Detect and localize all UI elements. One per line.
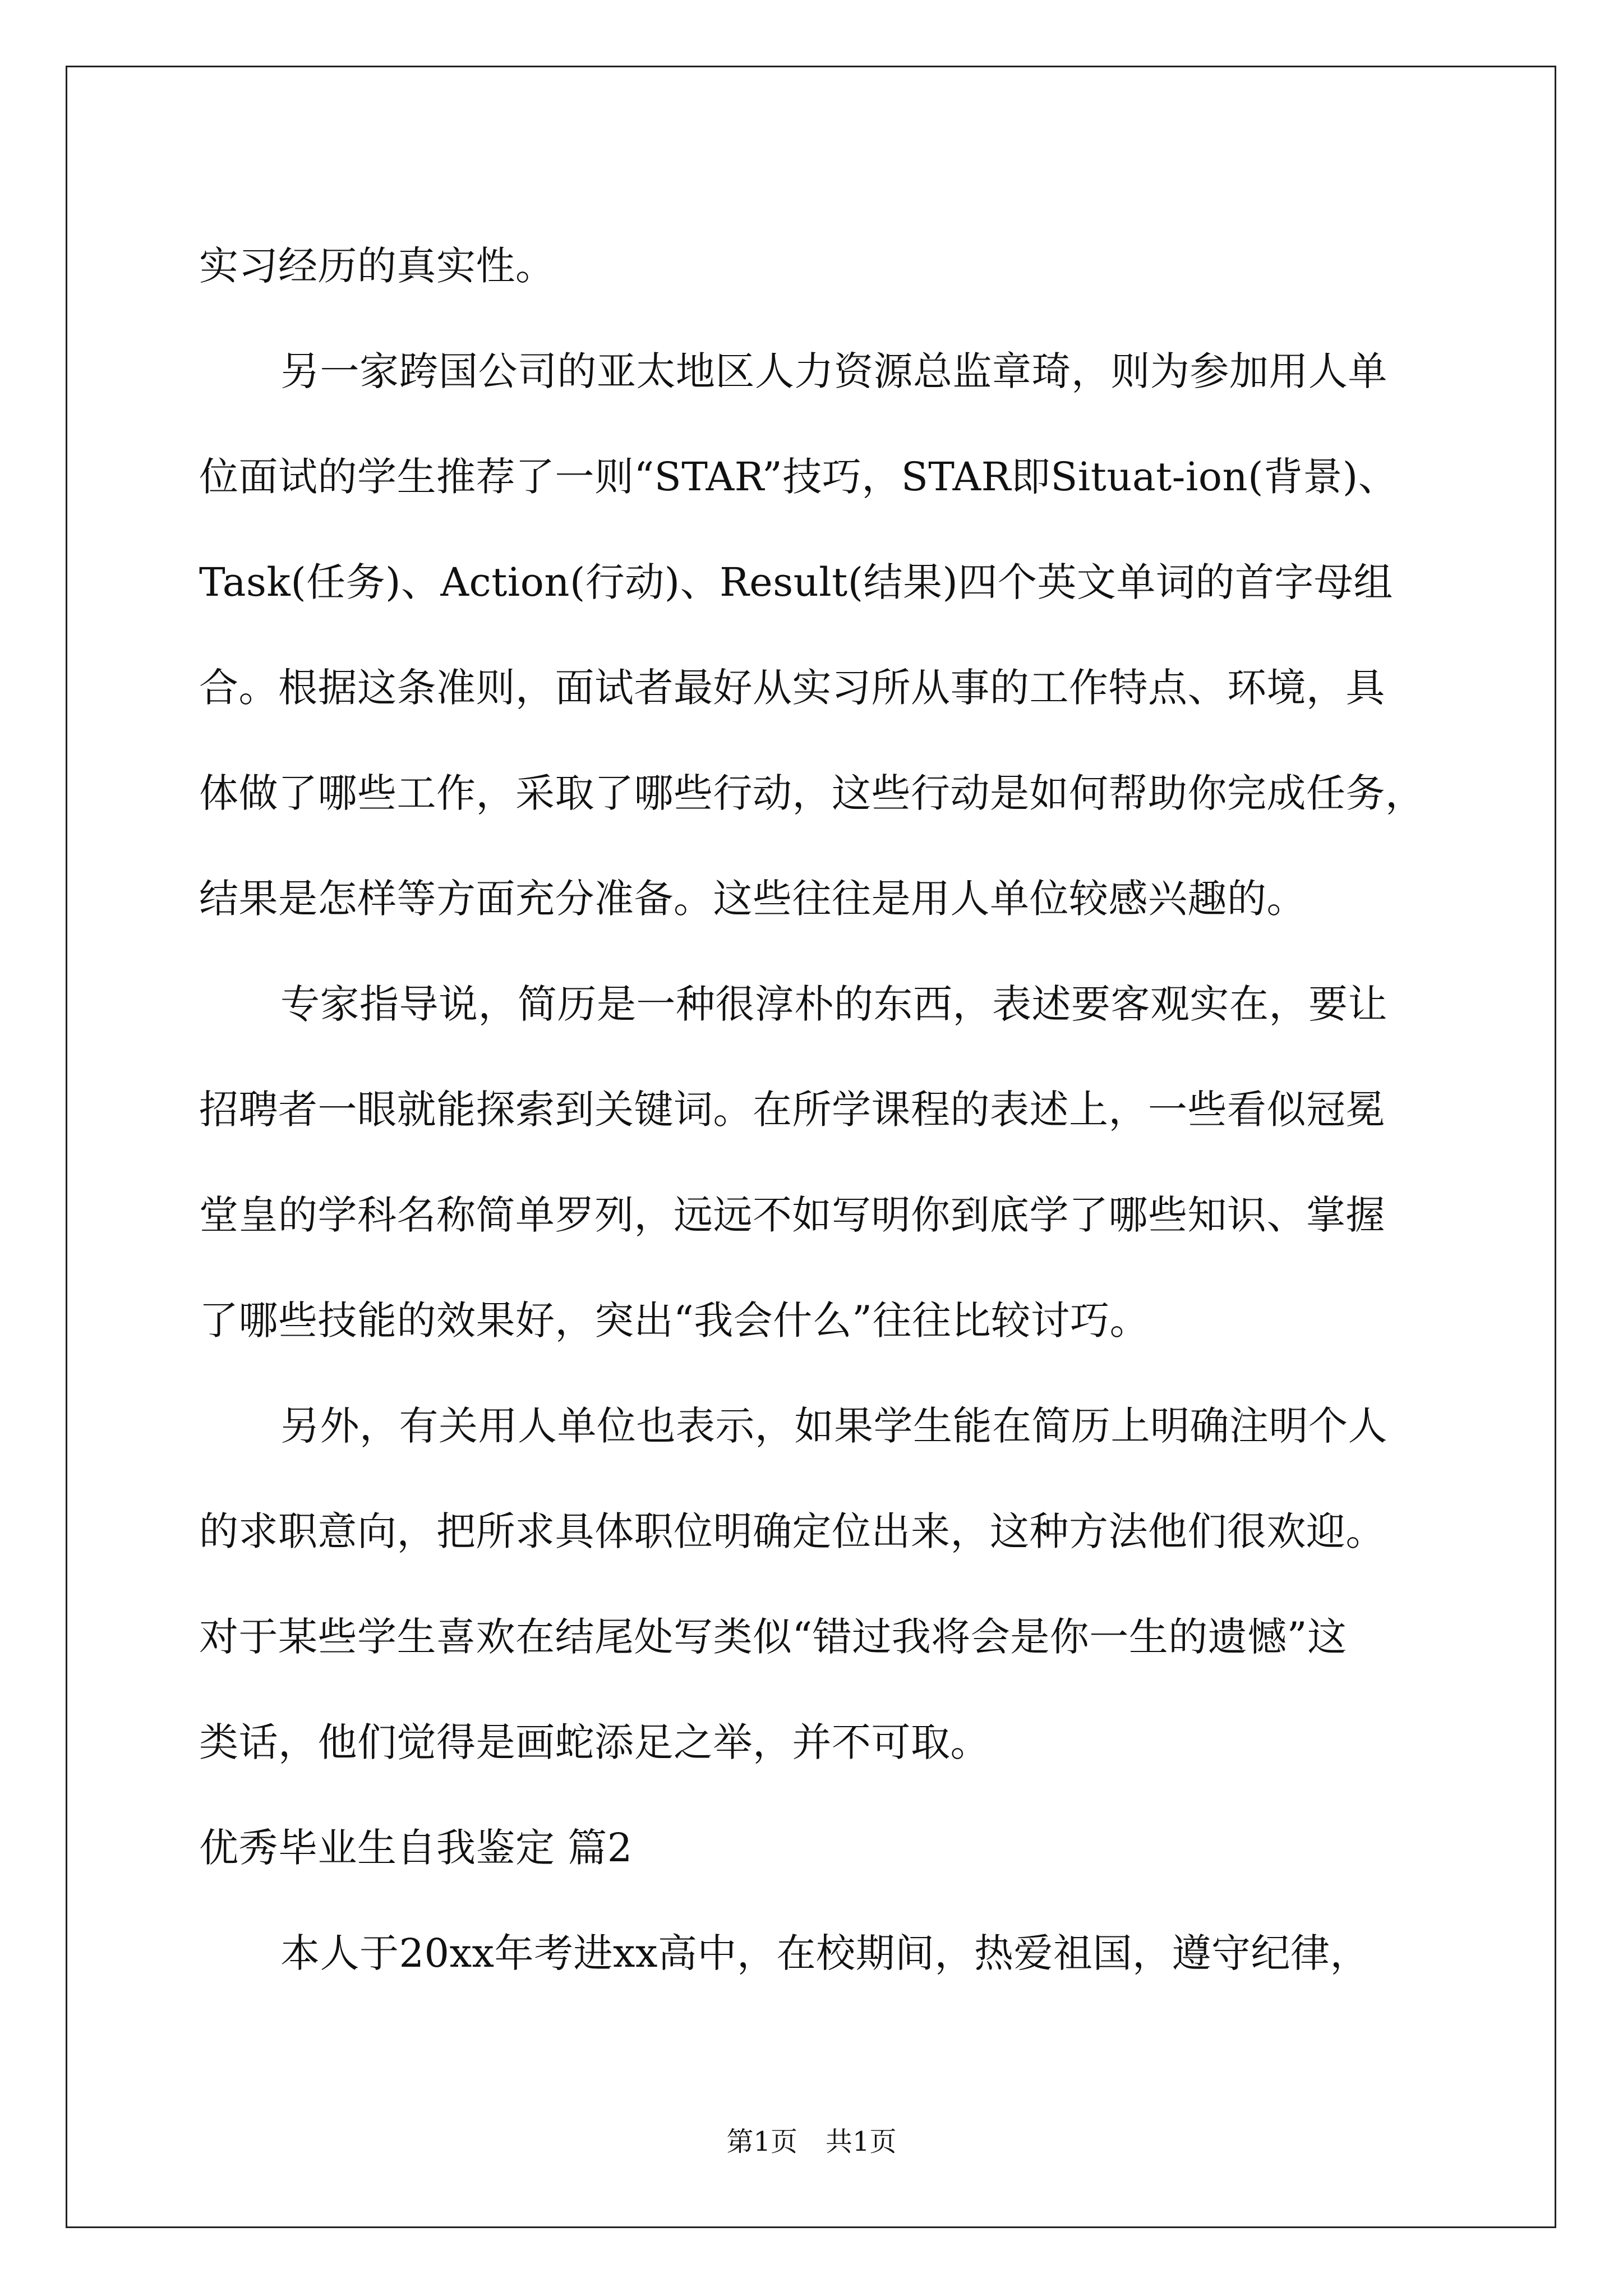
section-heading: 优秀毕业生自我鉴定 篇2 [199, 1825, 633, 1871]
text-line: 类话，他们觉得是画蛇添足之举，并不可取。 [199, 1719, 990, 1765]
document-body [199, 213, 1438, 2006]
text-line: 堂皇的学科名称简单罗列，远远不如写明你到底学了哪些知识、掌握 [199, 1192, 1385, 1238]
text-line: 位面试的学生推荐了一则“STAR”技巧，STAR即Situat-ion(背景)、 [199, 454, 1398, 500]
text-line: Task(任务)、Action(行动)、Result(结果)四个英文单词的首字母组 [199, 559, 1393, 605]
text-line: 体做了哪些工作，采取了哪些行动，这些行动是如何帮助你完成任务， [199, 770, 1425, 816]
text-line: 的求职意向，把所求具体职位明确定位出来，这种方法他们很欢迎。 [199, 1508, 1385, 1554]
text-line: 另外，有关用人单位也表示，如果学生能在简历上明确注明个人 [280, 1403, 1387, 1449]
page-footer [0, 2125, 1623, 2159]
text-line: 对于某些学生喜欢在结尾处写类似“错过我将会是你一生的遗憾”这 [199, 1614, 1347, 1660]
text-line: 招聘者一眼就能探索到关键词。在所学课程的表述上，一些看似冠冕 [199, 1087, 1385, 1133]
text-line: 结果是怎样等方面充分准备。这些往往是用人单位较感兴趣的。 [199, 876, 1306, 922]
page-number-total: 共1页 [826, 2126, 897, 2157]
page-number-current: 第1页 [726, 2126, 797, 2157]
text-line: 实习经历的真实性。 [199, 243, 555, 289]
text-line: 本人于20xx年考进xx高中，在校期间，热爱祖国，遵守纪律， [280, 1930, 1370, 1976]
text-line: 合。根据这条准则，面试者最好从实习所从事的工作特点、环境，具 [199, 665, 1385, 711]
text-line: 专家指导说，简历是一种很淳朴的东西，表述要客观实在，要让 [280, 981, 1387, 1027]
text-line: 另一家跨国公司的亚太地区人力资源总监章琦，则为参加用人单 [280, 348, 1387, 394]
text-line: 了哪些技能的效果好，突出“我会什么”往往比较讨巧。 [199, 1297, 1150, 1343]
